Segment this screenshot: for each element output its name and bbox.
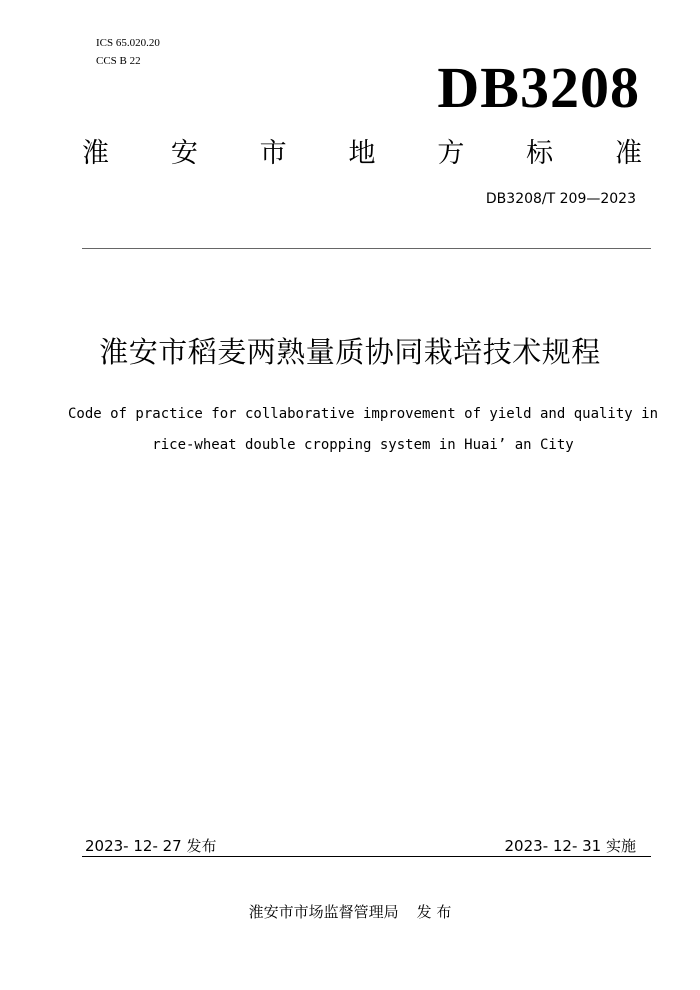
publish-label: 发 布 xyxy=(416,903,452,921)
publisher-line xyxy=(0,901,700,923)
issue-date: 2023- 12- 27 发布 xyxy=(85,837,217,855)
header-divider xyxy=(82,248,651,249)
db-logo xyxy=(400,56,640,120)
standard-type-char: 准 xyxy=(614,138,642,169)
implementation-date: 2023- 12- 31 实施 xyxy=(504,837,636,855)
standard-type-char: 安 xyxy=(170,138,198,169)
ics-code: ICS 65.020.20 xyxy=(96,37,160,49)
db-logo-text: DB3208 xyxy=(437,55,640,120)
standard-number: DB3208/T 209—2023 xyxy=(485,191,636,207)
document-title-english-line2: rice-wheat double cropping system in Huai’ an City xyxy=(152,437,574,453)
standard-type-char: 淮 xyxy=(82,138,109,169)
standard-type-char: 方 xyxy=(437,138,465,169)
standard-type-char: 地 xyxy=(348,138,376,169)
ccs-code: CCS B 22 xyxy=(96,55,141,67)
standard-type-heading xyxy=(82,134,642,174)
document-title-chinese: 淮安市稻麦两熟量质协同栽培技术规程 xyxy=(99,335,601,369)
footer-divider xyxy=(82,856,651,857)
publisher-name: 淮安市市场监督管理局 xyxy=(248,903,399,921)
standard-type-char: 标 xyxy=(526,138,554,169)
document-title-english-line1: Code of practice for collaborative improvement of yield and quality in xyxy=(67,406,658,422)
standard-type-char: 市 xyxy=(259,138,287,169)
